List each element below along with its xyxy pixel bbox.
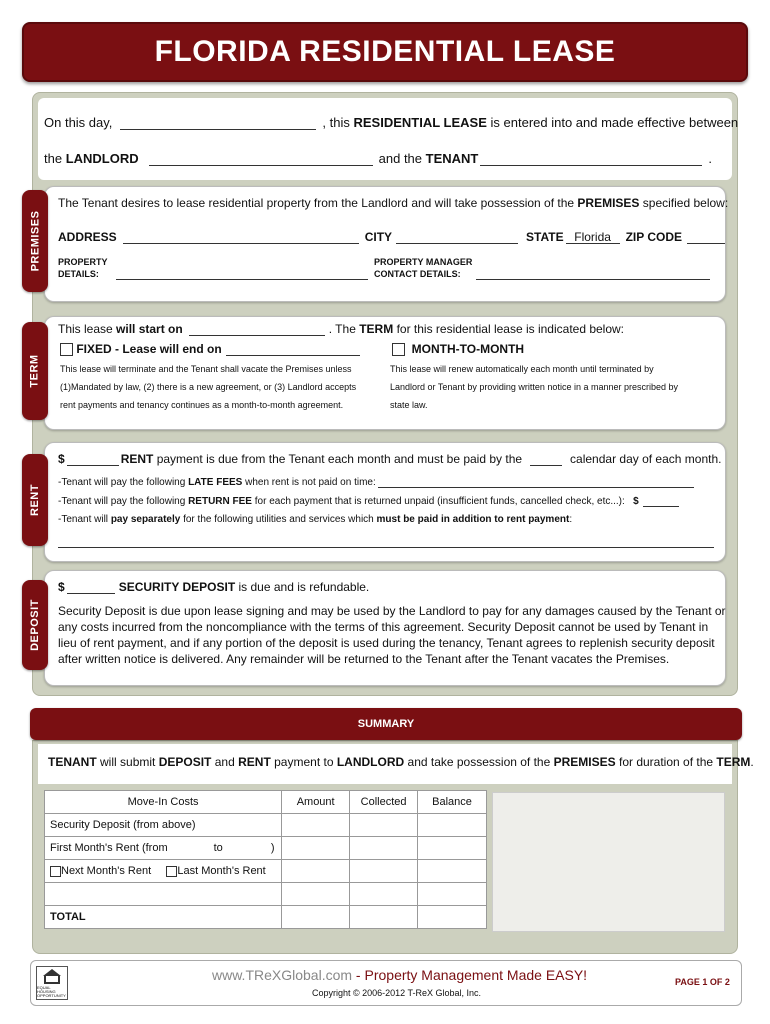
rent-line: $ RENT payment is due from the Tenant each month and must be paid by the calendar day of each month. [58,452,722,466]
blank-collected-cell[interactable] [350,883,418,906]
blank-balance-cell[interactable] [418,883,487,906]
deposit-balance-cell[interactable] [418,814,487,837]
row-deposit-label: Security Deposit (from above) [45,814,282,837]
next-balance-cell[interactable] [418,860,487,883]
row-first-month-label: First Month's Rent (from to ) [45,837,282,860]
summary-bar: SUMMARY [30,708,742,740]
table-row [45,814,487,837]
first-amount-cell[interactable] [282,837,350,860]
header-move-in: Move-In Costs [45,791,282,814]
return-fee-field[interactable] [643,495,679,507]
rent-amount-field[interactable] [67,452,119,466]
header-amount: Amount [282,791,350,814]
equal-housing-icon: EQUAL HOUSING OPPORTUNITY [36,966,68,1000]
month-checkbox[interactable] [392,343,405,356]
last-month-checkbox[interactable] [166,866,177,877]
rent-tab: RENT [22,454,48,546]
utilities-field[interactable] [58,534,714,548]
summary-statement: TENANT will submit DEPOSIT and RENT payment to LANDLORD and take possession of the PREMISES for duration of the TERM. [48,755,754,769]
move-in-costs-table [44,790,487,929]
total-collected-cell[interactable] [350,906,418,929]
fixed-option: FIXED - Lease will end on [60,342,360,356]
page-title: FLORIDA RESIDENTIAL LEASE [154,35,616,68]
table-row [45,837,487,860]
city-field[interactable] [396,230,518,244]
tenant-field[interactable] [480,152,702,166]
total-label: TOTAL [45,906,282,929]
deposit-tab: DEPOSIT [22,580,48,670]
table-row [45,860,487,883]
deposit-collected-cell[interactable] [350,814,418,837]
intro-area [38,98,732,180]
premises-description: The Tenant desires to lease residential property from the Landlord and will take possession of the PREMISES specified below: [58,196,729,210]
total-amount-cell[interactable] [282,906,350,929]
state-field[interactable]: Florida [566,230,620,244]
rent-day-field[interactable] [530,452,562,466]
start-date-field[interactable] [189,322,325,336]
date-field[interactable] [120,116,316,130]
manager-label: PROPERTY MANAGER CONTACT DETAILS: [374,257,473,279]
property-details-label: PROPERTY DETAILS: [58,257,108,279]
footer-copyright: Copyright © 2006-2012 T-ReX Global, Inc. [312,988,482,998]
first-balance-cell[interactable] [418,837,487,860]
page-number: PAGE 1 OF 2 [675,977,730,987]
row-next-last-label: Next Month's Rent Last Month's Rent [45,860,282,883]
footer-tagline: www.TReXGlobal.com - Property Management Made EASY! [212,967,588,983]
total-row [45,906,487,929]
total-balance-cell[interactable] [418,906,487,929]
table-header [45,791,487,814]
next-amount-cell[interactable] [282,860,350,883]
premises-tab: PREMISES [22,190,48,292]
term-tab: TERM [22,322,48,420]
address-field[interactable] [123,230,359,244]
blank-amount-cell[interactable] [282,883,350,906]
fixed-checkbox[interactable] [60,343,73,356]
zip-field[interactable] [687,230,725,244]
title-banner [22,22,748,82]
property-details-field[interactable] [116,266,368,280]
return-fee-line: -Tenant will pay the following RETURN FEE for each payment that is returned unpaid (insufficient funds, cancelled check, etc...): $ [58,495,679,507]
intro-line-2: the LANDLORD and the TENANT . [44,151,712,166]
deposit-amount-cell[interactable] [282,814,350,837]
header-collected: Collected [350,791,418,814]
landlord-field[interactable] [149,152,373,166]
footer-site-link[interactable]: www.TReXGlobal.com [212,967,353,983]
table-row [45,883,487,906]
late-fees-field[interactable] [378,476,694,488]
deposit-amount-field[interactable] [67,580,115,594]
first-collected-cell[interactable] [350,837,418,860]
intro-line-1: On this day, , this RESIDENTIAL LEASE is entered into and made effective between [44,115,739,130]
header-balance: Balance [418,791,487,814]
next-month-checkbox[interactable] [50,866,61,877]
next-collected-cell[interactable] [350,860,418,883]
blank-row-label[interactable] [45,883,282,906]
month-description: This lease will renew automatically each month until terminated by Landlord or Tenant by providing written notice in a manner prescribed by state law. [390,364,678,410]
term-line-1: This lease will start on . The TERM for this residential lease is indicated below: [58,322,625,336]
deposit-paragraph: Security Deposit is due upon lease signing and may be used by the Landlord to pay for any damages caused by the Tenant or any costs incurred from the noncompliance with the terms of this agreement. Security Deposit cannot be used by Tenant in lieu of rent payment, and if any portion of the deposit is used during the tenancy, Tenant agrees to replenish security deposit after written notice is delivered. Any remainder will be returned to the Tenant after the Tenant vacates the Premises. [58,604,726,666]
end-date-field[interactable] [226,342,360,356]
fixed-description: This lease will terminate and the Tenant shall vacate the Premises unless (1)Mandated by law, (2) there is a new agreement, or (3) Landlord accepts rent payments and tenancy continues as a month-to-month agreement. [60,364,357,410]
deposit-line: $ SECURITY DEPOSIT is due and is refundable. [58,580,370,594]
notes-box[interactable] [492,792,725,932]
utilities-line: -Tenant will pay separately for the following utilities and services which must be paid in addition to rent payment: [58,514,573,525]
month-option: MONTH-TO-MONTH [392,342,524,356]
manager-field[interactable] [476,266,710,280]
address-row: ADDRESS CITY STATE Florida ZIP CODE [58,230,725,244]
late-fees-line: -Tenant will pay the following LATE FEES when rent is not paid on time: [58,476,694,488]
